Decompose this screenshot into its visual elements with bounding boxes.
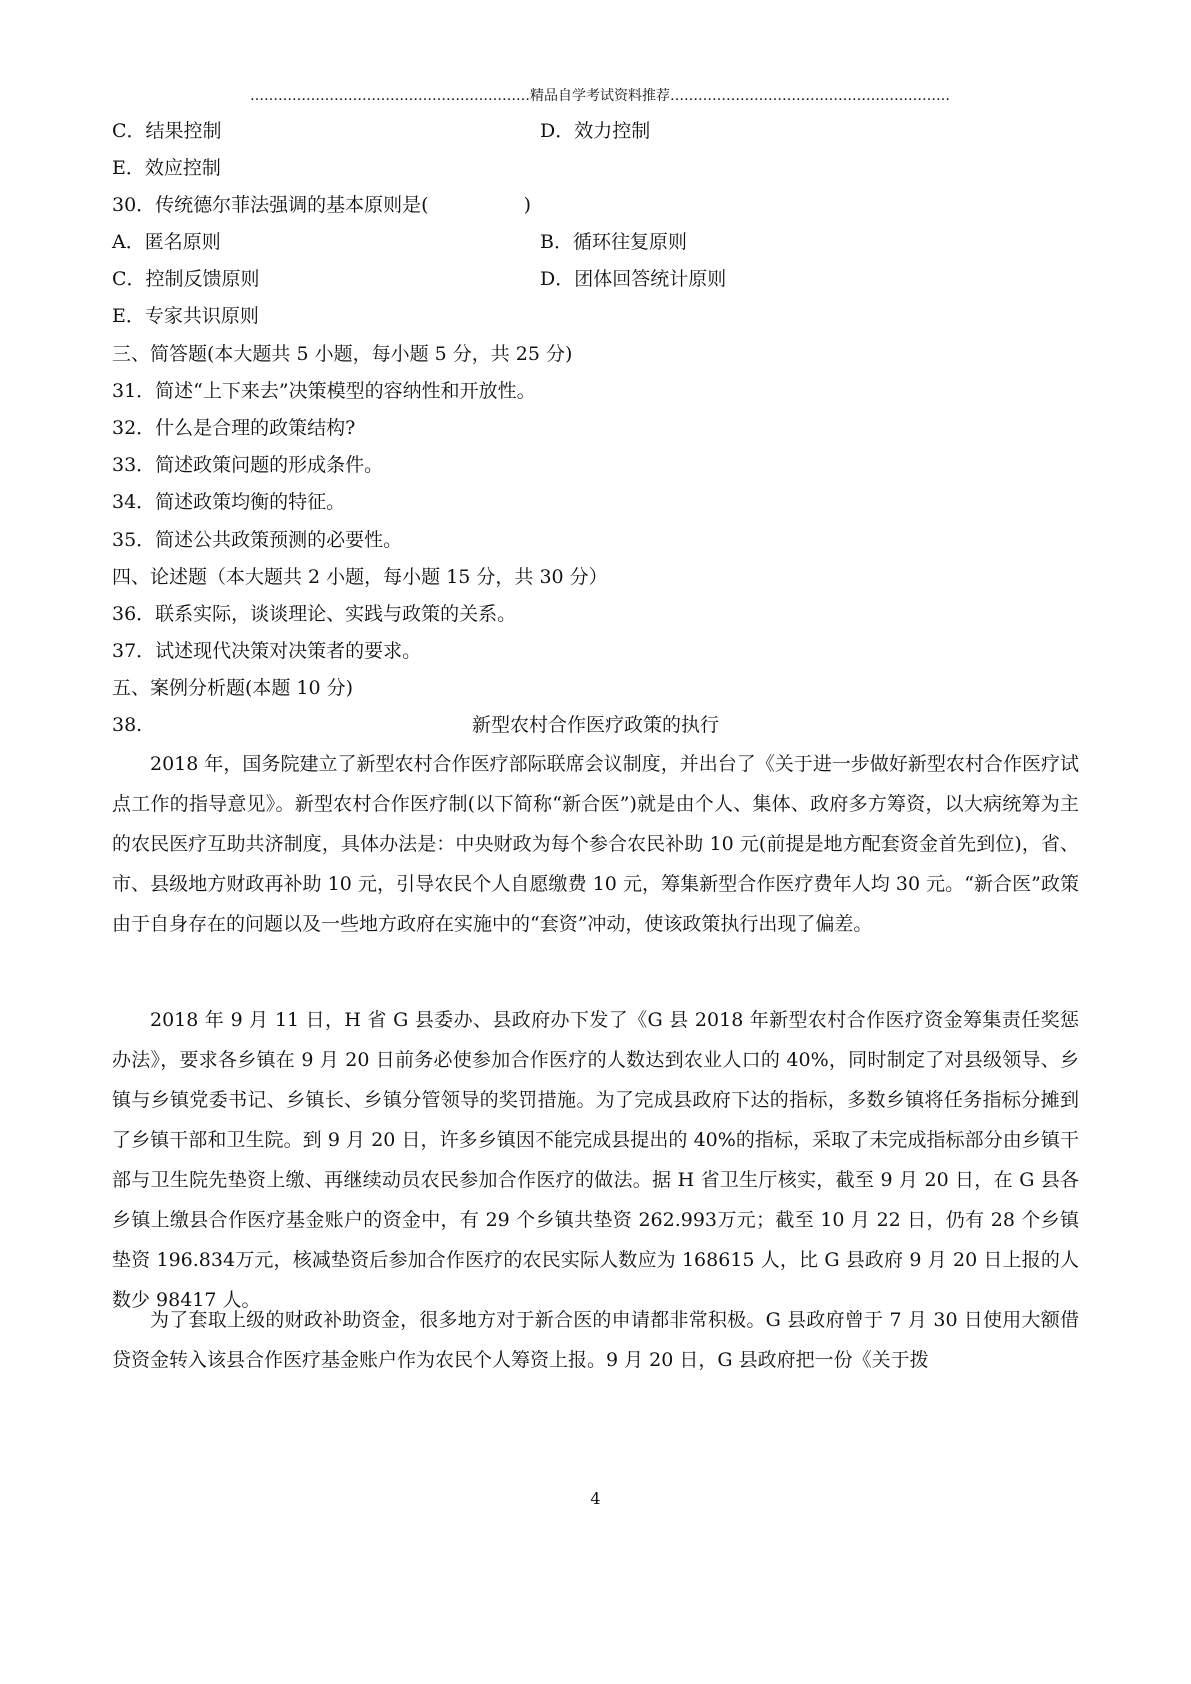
q29-option-d: D．效力控制 — [540, 120, 651, 142]
page-header: ……………………………………………………精品自学考试资料推荐…………………………………………………… — [250, 88, 950, 104]
section3-title: 三、简答题(本大题共 5 小题，每小题 5 分，共 25 分) — [112, 343, 573, 365]
case-paragraph-3: 为了套取上级的财政补助资金，很多地方对于新合医的申请都非常积极。G 县政府曾于 7 月 30 日使用大额借贷资金转入该县合作医疗基金账户作为农民个人筹资上报。9 月 20 日，G 县政府把一份《关于拨 — [112, 1309, 1079, 1371]
question-36: 36．联系实际，谈谈理论、实践与政策的关系。 — [112, 603, 517, 625]
question-38-number: 38. — [112, 714, 143, 736]
question-34: 34．简述政策均衡的特征。 — [112, 491, 346, 513]
q30-option-c: C．控制反馈原则 — [112, 268, 260, 290]
q30-option-b: B．循环往复原则 — [540, 231, 687, 253]
q29-option-e: E．效应控制 — [112, 157, 221, 179]
q30-option-e: E．专家共识原则 — [112, 305, 259, 327]
case-title: 新型农村合作医疗政策的执行 — [471, 714, 719, 736]
q29-option-c: C．结果控制 — [112, 120, 222, 142]
q30-option-d: D．团体回答统计原则 — [540, 268, 727, 290]
question-31: 31．简述“上下来去”决策模型的容纳性和开放性。 — [112, 380, 536, 402]
section4-title: 四、论述题（本大题共 2 小题，每小题 15 分，共 30 分） — [112, 566, 608, 588]
question-33: 33．简述政策问题的形成条件。 — [112, 454, 384, 476]
q30-option-a: A．匿名原则 — [112, 231, 221, 253]
question-37: 37．试述现代决策对决策者的要求。 — [112, 640, 422, 662]
case-paragraph-2: 2018 年 9 月 11 日，H 省 G 县委办、县政府办下发了《G 县 2018 年新型农村合作医疗资金筹集责任奖惩办法》，要求各乡镇在 9 月 20 日前务必使参加合作医疗的人数达到农业人口的 40%，同时制定了对县级领导、乡镇与乡镇党委书记、乡镇长、乡镇分管领导的奖罚措施。为了完成县政府下达的指标，多数乡镇将任务指标分摊到了乡镇干部和卫生院。到 9 月 20 日，许多乡镇因不能完成县提出的 40%的指标，采取了未完成指标部分由乡镇干部与卫生院先垫资上缴、再继续动员农民参加合作医疗的做法。据 H 省卫生厅核实，截至 9 月 20 日，在 G 县各乡镇上缴县合作医疗基金账户的资金中，有 29 个乡镇共垫资 262.993万元；截至 10 月 22 日，仍有 28 个乡镇垫资 196.834万元，核减垫资后参加合作医疗的农民实际人数应为 168615 人，比 G 县政府 9 月 20 日上报的人数少 98417 人。 — [112, 1009, 1079, 1311]
page-number: 4 — [590, 1489, 601, 1508]
section5-title: 五、案例分析题(本题 10 分) — [112, 677, 354, 699]
question-32: 32．什么是合理的政策结构? — [112, 417, 356, 439]
q30-stem: 30．传统德尔菲法强调的基本原则是( ) — [112, 194, 532, 216]
question-35: 35．简述公共政策预测的必要性。 — [112, 529, 403, 551]
case-paragraph-1: 2018 年，国务院建立了新型农村合作医疗部际联席会议制度，并出台了《关于进一步做好新型农村合作医疗试点工作的指导意见》。新型农村合作医疗制(以下简称“新合医”)就是由个人、集体、政府多方筹资，以大病统筹为主的农民医疗互助共济制度，具体办法是：中央财政为每个参合农民补助 10 元(前提是地方配套资金首先到位)，省、市、县级地方财政再补助 10 元，引导农民个人自愿缴费 10 元，筹集新型合作医疗费年人均 30 元。“新合医”政策由于自身存在的问题以及一些地方政府在实施中的“套资”冲动，使该政策执行出现了偏差。 — [112, 753, 1079, 935]
